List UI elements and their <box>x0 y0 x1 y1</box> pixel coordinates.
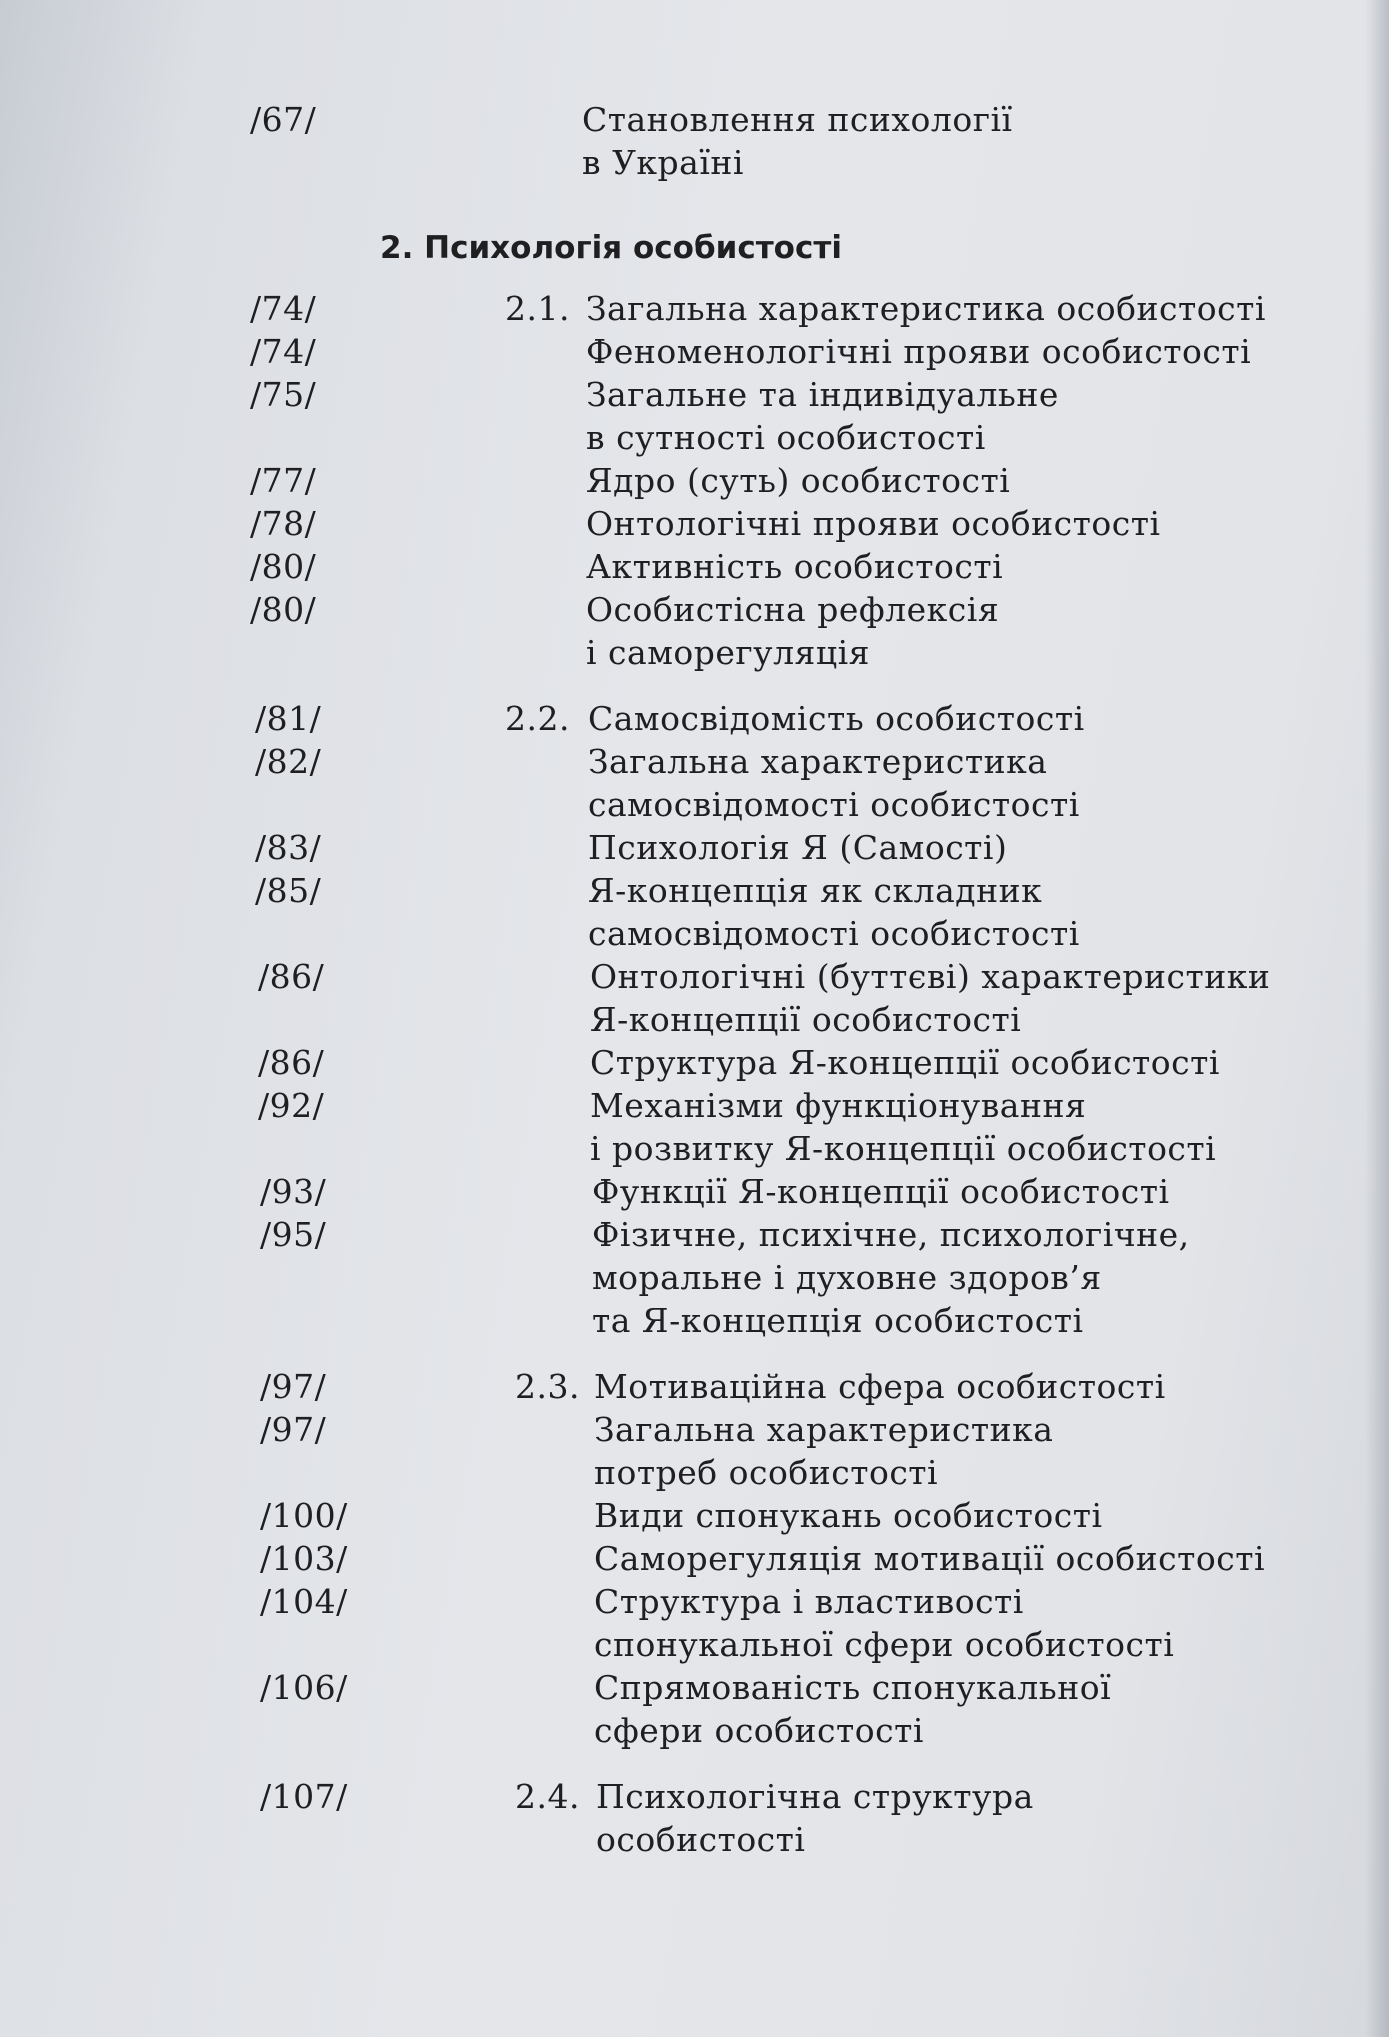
toc-page-number: /78/ <box>250 504 317 543</box>
toc-entry <box>0 1256 1389 1299</box>
toc-entry-title: Саморегуляція мотивації особистості <box>594 1539 1266 1578</box>
toc-entry-title: Активність особистості <box>586 547 1004 586</box>
toc-entry-title: потреб особистості <box>594 1453 939 1492</box>
toc-entry <box>0 826 1389 869</box>
toc-entry-title: та Я-концепція особистості <box>592 1301 1084 1340</box>
toc-entry <box>0 545 1389 588</box>
toc-entry <box>0 697 1389 740</box>
toc-entry <box>0 1709 1389 1752</box>
toc-page-number: /86/ <box>258 1043 325 1082</box>
toc-entry-title: в сутності особистості <box>586 418 986 457</box>
toc-entry <box>0 416 1389 459</box>
toc-section-number: 2.3. <box>515 1367 580 1406</box>
toc-entry-title: спонукальної сфери особистості <box>594 1625 1175 1664</box>
toc-page-number: /82/ <box>255 742 322 781</box>
toc-page-number: /77/ <box>250 461 317 500</box>
toc-entry <box>0 1408 1389 1451</box>
toc-entry <box>0 1580 1389 1623</box>
toc-entry-title: Структура і властивості <box>594 1582 1024 1621</box>
toc-entry-title: в Україні <box>582 143 744 182</box>
toc-entry <box>0 631 1389 674</box>
toc-entry-title: особистості <box>596 1820 806 1859</box>
toc-page-number: /80/ <box>250 590 317 629</box>
toc-entry <box>0 998 1389 1041</box>
toc-entry <box>0 1666 1389 1709</box>
toc-entry-title: Фізичне, психічне, психологічне, <box>592 1215 1190 1254</box>
toc-entry-title: Види спонукань особистості <box>594 1496 1103 1535</box>
toc-entry <box>0 141 1389 184</box>
toc-entry-title: Структура Я-концепції особистості <box>590 1043 1220 1082</box>
toc-entry <box>0 1775 1389 1818</box>
toc-page-number: /103/ <box>260 1539 348 1578</box>
toc-entry-title: Механізми функціонування <box>590 1086 1087 1125</box>
toc-entry-title: Самосвідомість особистості <box>588 699 1085 738</box>
toc-entry <box>0 1084 1389 1127</box>
toc-entry-title: Функції Я-концепції особистості <box>592 1172 1170 1211</box>
toc-entry-title: Я-концепції особистості <box>590 1000 1022 1039</box>
toc-entry <box>0 373 1389 416</box>
toc-page-number: /93/ <box>260 1172 327 1211</box>
toc-page-number: /83/ <box>255 828 322 867</box>
toc-entry-title: самосвідомості особистості <box>588 785 1080 824</box>
toc-entry-title: моральне і духовне здоров’я <box>592 1258 1102 1297</box>
toc-page-number: /80/ <box>250 547 317 586</box>
toc-page-number: /104/ <box>260 1582 348 1621</box>
toc-entry <box>0 1623 1389 1666</box>
toc-page-number: /75/ <box>250 375 317 414</box>
toc-page-number: /67/ <box>250 100 317 139</box>
toc-entry <box>0 588 1389 631</box>
toc-entry-title: сфери особистості <box>594 1711 924 1750</box>
toc-entry <box>0 1041 1389 1084</box>
toc-entry <box>0 98 1389 141</box>
toc-entry-title: і розвитку Я-концепції особистості <box>590 1129 1217 1168</box>
toc-entry-title: Феноменологічні прояви особистості <box>586 332 1252 371</box>
toc-section-number: 2.4. <box>515 1777 580 1816</box>
section-heading: 2. Психологія особистості <box>380 230 842 266</box>
toc-entry <box>0 1818 1389 1861</box>
toc-page-number: /74/ <box>250 332 317 371</box>
toc-entry-title: і саморегуляція <box>586 633 870 672</box>
toc-page-number: /95/ <box>260 1215 327 1254</box>
toc-entry <box>0 1213 1389 1256</box>
toc-entry <box>0 783 1389 826</box>
toc-entry-title: Становлення психології <box>582 100 1013 139</box>
toc-entry <box>0 1170 1389 1213</box>
toc-entry <box>0 459 1389 502</box>
toc-page-number: /100/ <box>260 1496 348 1535</box>
toc-entry-title: самосвідомості особистості <box>588 914 1080 953</box>
toc-entry <box>0 1451 1389 1494</box>
toc-entry <box>0 955 1389 998</box>
toc-page-number: /106/ <box>260 1668 348 1707</box>
toc-entry <box>0 1537 1389 1580</box>
toc-entry <box>0 1299 1389 1342</box>
toc-page-number: /97/ <box>260 1367 327 1406</box>
toc-entry-title: Мотиваційна сфера особистості <box>594 1367 1166 1406</box>
toc-entry-title: Загальна характеристика <box>594 1410 1054 1449</box>
toc-entry-title: Загальна характеристика особистості <box>586 289 1266 328</box>
toc-section-number: 2.1. <box>505 289 570 328</box>
toc-page-number: /86/ <box>258 957 325 996</box>
toc-page-number: /107/ <box>260 1777 348 1816</box>
toc-entry-title: Онтологічні прояви особистості <box>586 504 1161 543</box>
toc-entry <box>0 287 1389 330</box>
toc-entry <box>0 502 1389 545</box>
toc-entry <box>0 912 1389 955</box>
toc-page-number: /81/ <box>255 699 322 738</box>
toc-page-number: /92/ <box>258 1086 325 1125</box>
toc-entry <box>0 1127 1389 1170</box>
toc-entry-title: Ядро (суть) особистості <box>586 461 1011 500</box>
toc-entry <box>0 330 1389 373</box>
toc-entry-title: Психологія Я (Самості) <box>588 828 1008 867</box>
toc-page-number: /74/ <box>250 289 317 328</box>
toc-entry <box>0 869 1389 912</box>
toc-entry-title: Психологічна структура <box>596 1777 1034 1816</box>
toc-entry-title: Онтологічні (буттєві) характеристики <box>590 957 1271 996</box>
toc-entry <box>0 1365 1389 1408</box>
toc-entry-title: Особистісна рефлексія <box>586 590 1000 629</box>
toc-entry-title: Загальна характеристика <box>588 742 1048 781</box>
toc-entry-title: Загальне та індивідуальне <box>586 375 1059 414</box>
toc-entry-title: Спрямованість спонукальної <box>594 1668 1112 1707</box>
toc-page-number: /85/ <box>255 871 322 910</box>
toc-page-number: /97/ <box>260 1410 327 1449</box>
toc-entry <box>0 1494 1389 1537</box>
toc-section-number: 2.2. <box>505 699 570 738</box>
toc-entry <box>0 740 1389 783</box>
toc-entry-title: Я-концепція як складник <box>588 871 1043 910</box>
